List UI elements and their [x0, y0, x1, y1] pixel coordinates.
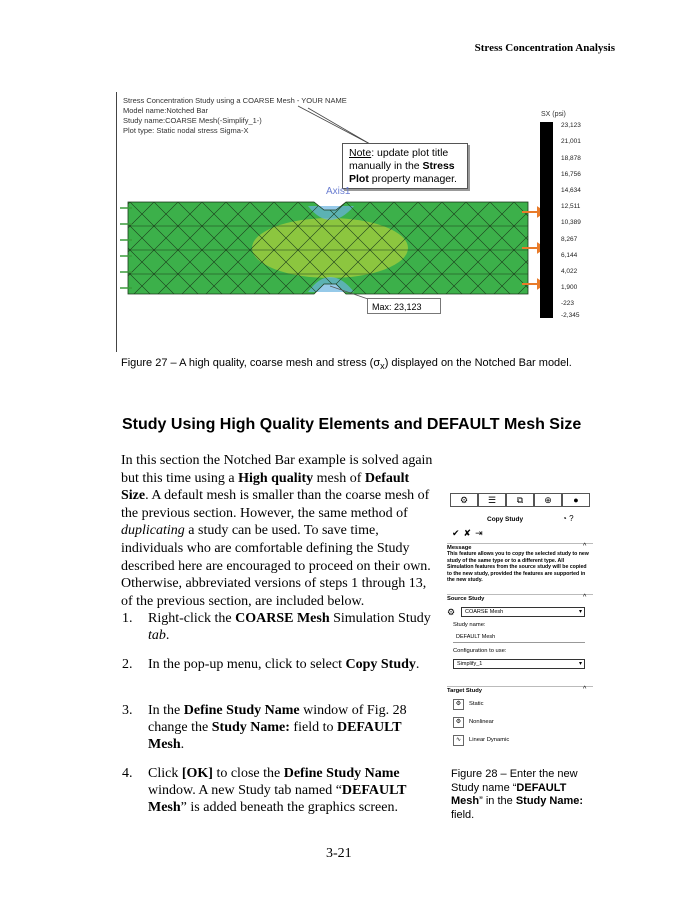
bold-text: Define Study Name	[183, 703, 300, 718]
list-icon: ☰	[487, 495, 497, 505]
intro-paragraph	[121, 452, 437, 610]
step-number: 3.	[122, 703, 133, 718]
legend-tick: 12,511	[561, 203, 581, 210]
bold-text: DEFAULT Mesh	[148, 720, 402, 752]
legend-tick: 14,634	[561, 187, 581, 194]
config-label: Configuration to use:	[453, 648, 507, 654]
legend-unit: SX (psi)	[541, 111, 566, 118]
bold-text: Default Size	[121, 470, 410, 504]
pm-actions	[452, 528, 487, 539]
axis-label: Axis1	[326, 186, 351, 197]
target-linear-dynamic[interactable]: Linear Dynamic	[469, 737, 510, 743]
step-number: 1.	[122, 611, 133, 626]
sphere-icon: ●	[573, 495, 579, 505]
note-prefix: Note	[349, 147, 372, 159]
legend-tick: 21,001	[561, 138, 581, 145]
source-study-header[interactable]: Source Study	[447, 596, 485, 602]
text: a study can be used. To save time, individuals who are comfortable defining the Study described here are encouraged to proceed on their own. Otherwise, abbreviated versions of steps 1 through 13, of the previous section, are included below.	[121, 523, 431, 609]
source-study-select[interactable]	[461, 607, 585, 617]
text: Simulation Study	[329, 611, 431, 626]
divider	[447, 594, 593, 595]
divider	[447, 543, 593, 544]
figure-border	[116, 92, 117, 352]
legend-color-bar	[540, 122, 553, 318]
caption-bold: DEFAULT Mesh	[451, 781, 567, 807]
text: In the	[148, 703, 184, 718]
nonlinear-study-icon[interactable]: ⚙	[453, 717, 464, 728]
dimxpert-tab[interactable]	[534, 493, 562, 507]
text: Right-click the	[148, 611, 236, 626]
bold-text: [OK]	[181, 766, 213, 781]
plot-info-line: Plot type: Static nodal stress Sigma-X	[123, 126, 249, 135]
target-study-header[interactable]: Target Study	[447, 688, 482, 694]
crosshair-icon: ⊕	[544, 495, 552, 505]
caption-text: field.	[451, 808, 475, 821]
plot-info-line: Study name:COARSE Mesh(-Simplify_1-)	[123, 116, 262, 125]
dropdown-arrow-icon: ▾	[578, 661, 582, 667]
caption-text: Figure 28 – Enter the new Study name “	[451, 768, 578, 794]
bold-text: Study Name:	[211, 720, 290, 735]
study-name-label: Study name:	[453, 622, 486, 628]
max-value: 23,123	[394, 302, 422, 312]
text: window. A new Study tab named “	[148, 783, 342, 798]
message-text: This feature allows you to copy the selected study to new study of the same type or to a different type. All Simulation features from the source study will be copied to the new study, provided the features are supported in the new study.	[447, 551, 589, 584]
running-header: Stress Concentration Analysis	[474, 42, 615, 54]
text: to close the	[212, 766, 284, 781]
text: .	[415, 657, 420, 672]
collapse-caret-icon[interactable]: ^	[583, 543, 587, 550]
bold-text: High quality	[238, 470, 314, 486]
bold-text: Copy Study	[345, 657, 416, 672]
feature-tree-icon: ⚙	[459, 495, 469, 505]
caption-text: ” in the	[479, 795, 516, 807]
property-manager-tab[interactable]	[478, 493, 506, 507]
copy-study-panel	[445, 488, 593, 756]
pm-tab-bar	[450, 493, 590, 507]
pm-title: Copy Study	[487, 516, 524, 523]
help-icon[interactable]: ◔ ?	[562, 514, 574, 523]
page-number: 3-21	[326, 846, 352, 861]
legend-tick: -2,345	[561, 312, 580, 319]
legend-tick: 18,878	[561, 155, 581, 162]
plot-info-line: Stress Concentration Study using a COARSE Mesh - YOUR NAME	[123, 96, 347, 105]
figure-27-caption	[121, 357, 572, 371]
max-label: Max:	[372, 302, 392, 312]
figure-28-caption	[451, 768, 601, 822]
legend-tick: -223	[561, 300, 575, 307]
study-icon: ⚙	[447, 607, 456, 617]
bold-text: COARSE Mesh	[235, 611, 330, 626]
legend-tick: 4,022	[561, 268, 578, 275]
text: field to	[289, 720, 337, 735]
note-text: property manager.	[368, 173, 457, 185]
collapse-caret-icon[interactable]: ^	[583, 686, 587, 693]
section-heading: Study Using High Quality Elements and DEFAULT Mesh Size	[122, 416, 582, 433]
text: .	[180, 737, 185, 752]
divider	[447, 686, 593, 687]
configuration-select[interactable]	[453, 659, 585, 669]
caption-bold: Study Name:	[515, 795, 584, 807]
legend-tick: 10,389	[561, 219, 581, 226]
legend-tick: 23,123	[561, 122, 581, 129]
study-name-input[interactable]: DEFAULT Mesh	[453, 633, 585, 643]
linear-dynamic-study-icon[interactable]: ∿	[453, 735, 464, 746]
help-label: ?	[569, 514, 574, 523]
static-study-icon[interactable]: ⚙	[453, 699, 464, 710]
text: Click	[148, 766, 182, 781]
ok-button[interactable]: ✔	[452, 528, 464, 538]
feature-manager-tab[interactable]	[450, 493, 478, 507]
cancel-button[interactable]: ✘	[463, 528, 476, 538]
pin-button[interactable]: ⇥	[475, 528, 487, 538]
plot-note	[342, 143, 468, 189]
text: . A default mesh is smaller than the coarse mesh of the previous section. However, the same method of	[121, 488, 430, 521]
text: ” is added beneath the graphics screen.	[180, 800, 398, 815]
text: mesh of	[313, 470, 365, 486]
plot-info-line: Model name:Notched Bar	[123, 106, 209, 115]
display-manager-tab[interactable]	[562, 493, 590, 507]
step-number: 4.	[122, 766, 133, 781]
caption-subscript: x	[380, 361, 385, 372]
note-text: : update plot title manually in the	[349, 147, 449, 172]
target-static[interactable]: Static	[469, 701, 484, 707]
config-icon: ⧉	[516, 495, 524, 505]
text: In this section the Notched Bar example is solved again but this time using a	[121, 453, 433, 486]
legend-tick: 16,756	[561, 171, 581, 178]
dropdown-arrow-icon: ▾	[578, 609, 582, 615]
legend-tick: 6,144	[561, 252, 578, 259]
italic-text: duplicating	[121, 523, 185, 539]
text: window of Fig. 28 change the	[148, 703, 407, 735]
caption-text: ) displayed on the Notched Bar model.	[384, 357, 572, 369]
text: In the pop-up menu, click to select	[148, 657, 346, 672]
configuration-manager-tab[interactable]	[506, 493, 534, 507]
configuration-value: Simplify_1	[457, 661, 483, 667]
text: .	[165, 628, 170, 643]
step-number: 2.	[122, 657, 133, 672]
max-annotation	[367, 298, 441, 314]
source-study-value: COARSE Mesh	[465, 609, 504, 615]
bold-text: Define Study Name	[283, 766, 400, 781]
target-nonlinear[interactable]: Nonlinear	[469, 719, 494, 725]
bold-text: DEFAULT Mesh	[148, 783, 407, 815]
caption-text: Figure 27 – A high quality, coarse mesh and stress (σ	[121, 357, 381, 369]
note-bold: Stress Plot	[349, 160, 455, 185]
message-header[interactable]: Message	[447, 545, 472, 551]
plot-info	[123, 96, 347, 136]
collapse-caret-icon[interactable]: ^	[583, 594, 587, 601]
legend-tick: 1,900	[561, 284, 578, 291]
legend-tick: 8,267	[561, 236, 578, 243]
italic-text: tab	[148, 628, 166, 643]
